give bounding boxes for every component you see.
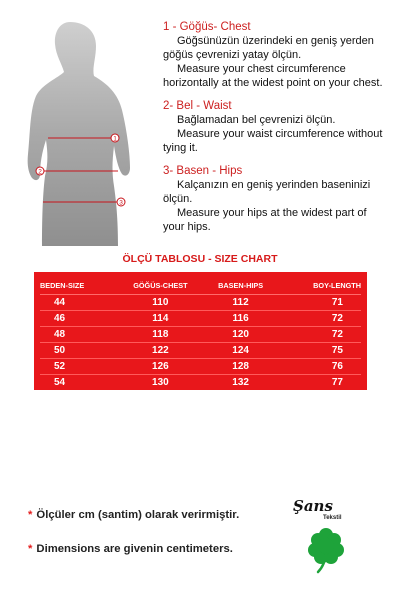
- brand-logo-word: Şans: [293, 497, 333, 515]
- cell-size: 54: [54, 377, 66, 388]
- clover-icon: [301, 524, 351, 574]
- note-star: *: [28, 509, 33, 521]
- step-waist: [163, 99, 395, 155]
- marker-waist: [36, 167, 44, 176]
- brand-logo-subtitle: Tekstil: [323, 515, 342, 521]
- table-row: [40, 375, 361, 391]
- note-english-text: Dimensions are givenin centimeters.: [36, 543, 233, 555]
- table-row: [40, 311, 361, 327]
- size-chart-panel: [34, 272, 367, 390]
- cell-hips: 124: [201, 343, 281, 359]
- note-turkish: [28, 509, 239, 521]
- step-hips-line: ölçün.: [163, 193, 193, 205]
- cell-size: 48: [40, 327, 120, 343]
- table-row: [40, 359, 361, 375]
- cell-hips: 116: [201, 311, 281, 327]
- table-row: [40, 327, 361, 343]
- note-star: *: [28, 543, 33, 555]
- svg-text:3: 3: [119, 199, 123, 207]
- cell-chest: 130: [152, 377, 169, 388]
- cell-chest: 126: [120, 359, 200, 375]
- brand-logo: [287, 497, 357, 577]
- step-hips-line: your hips.: [163, 221, 211, 233]
- measurement-instructions: [163, 20, 395, 243]
- header-length: BOY-LENGTH: [281, 276, 361, 295]
- size-chart-header-row: [40, 276, 361, 295]
- header-hips: BASEN-HIPS: [201, 276, 281, 295]
- marker-chest: [111, 134, 119, 143]
- cell-hips: 132: [232, 377, 249, 388]
- step-chest-line: Göğsünüzün üzerindeki en geniş yerden: [177, 35, 374, 47]
- table-row: [40, 295, 361, 311]
- cell-chest: 114: [120, 311, 200, 327]
- step-hips-line: Kalçanızın en geniş yerinden baseninizi: [177, 179, 371, 191]
- cell-length: 72: [281, 311, 361, 327]
- header-chest: GÖĞÜS-CHEST: [120, 276, 200, 295]
- cell-size: 44: [40, 295, 120, 311]
- step-waist-title: 2- Bel - Waist: [163, 100, 232, 112]
- step-chest-line: göğüs çevrenizi yatay ölçün.: [163, 49, 302, 61]
- table-row: [40, 343, 361, 359]
- step-waist-line: Bağlamadan bel çevrenizi ölçün.: [177, 114, 336, 126]
- cell-length: 76: [281, 359, 361, 375]
- cell-chest: 122: [120, 343, 200, 359]
- cell-hips: 112: [201, 295, 281, 311]
- svg-text:1: 1: [113, 135, 117, 143]
- step-chest-line: horizontally at the widest point on your chest.: [163, 77, 383, 89]
- note-english: [28, 543, 233, 555]
- step-hips-title: 3- Basen - Hips: [163, 165, 243, 177]
- cell-chest: 118: [120, 327, 200, 343]
- step-hips-line: Measure your hips at the widest part of: [177, 207, 367, 219]
- cell-length: 77: [331, 377, 343, 388]
- body-measurement-figure: [18, 14, 136, 246]
- cell-size: 46: [40, 311, 120, 327]
- step-chest: [163, 20, 395, 90]
- svg-text:2: 2: [38, 168, 42, 176]
- cell-length: 75: [281, 343, 361, 359]
- header-size: BEDEN-SIZE: [40, 276, 120, 295]
- cell-size: 52: [40, 359, 120, 375]
- step-chest-line: Measure your chest circumference: [177, 63, 346, 75]
- size-chart-table: [40, 276, 361, 390]
- cell-chest: 110: [120, 295, 200, 311]
- step-waist-line: tying it.: [163, 142, 198, 154]
- size-chart-title: ÖLÇÜ TABLOSU - SIZE CHART: [122, 253, 278, 265]
- note-turkish-text: Ölçüler cm (santim) olarak verirmiştir.: [36, 509, 240, 521]
- cell-size: 50: [40, 343, 120, 359]
- step-chest-title: 1 - Göğüs- Chest: [163, 21, 251, 33]
- step-waist-line: Measure your waist circumference without: [177, 128, 383, 140]
- step-hips: [163, 164, 395, 234]
- cell-length: 72: [281, 327, 361, 343]
- cell-length: 71: [281, 295, 361, 311]
- cell-hips: 128: [201, 359, 281, 375]
- marker-hips: [117, 198, 125, 207]
- cell-hips: 120: [201, 327, 281, 343]
